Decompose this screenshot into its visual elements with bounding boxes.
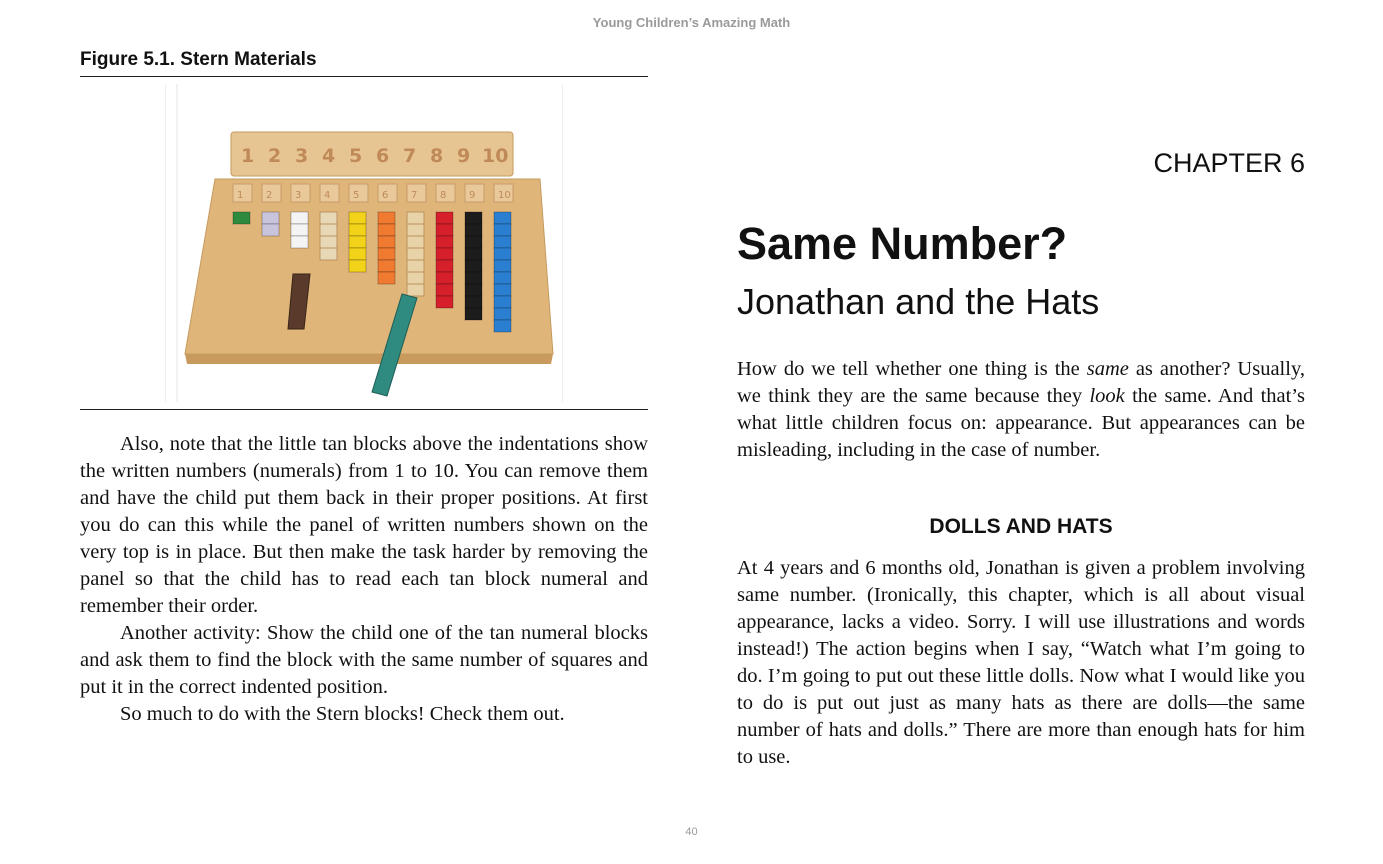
chapter-label: CHAPTER 6 bbox=[1153, 148, 1305, 178]
stern-block-unit bbox=[262, 212, 279, 224]
panel-numeral: 3 bbox=[295, 145, 309, 167]
stern-block-unit bbox=[291, 236, 308, 248]
numeral-tile-label: 2 bbox=[266, 190, 273, 201]
numeral-tile-label: 3 bbox=[295, 190, 302, 201]
stern-block-unit bbox=[465, 260, 482, 272]
figure-stern-materials bbox=[165, 84, 563, 402]
panel-numeral: 10 bbox=[482, 145, 509, 167]
stern-block-unit bbox=[465, 308, 482, 320]
panel-numeral: 1 bbox=[241, 145, 255, 167]
numeral-tile-label: 7 bbox=[411, 190, 418, 201]
stern-block-unit bbox=[436, 224, 453, 236]
panel-numeral: 5 bbox=[349, 145, 363, 167]
stern-block-unit bbox=[494, 320, 511, 332]
stern-block-unit bbox=[262, 224, 279, 236]
numeral-tile-label: 1 bbox=[237, 190, 244, 201]
panel-numeral: 8 bbox=[430, 145, 444, 167]
numeral-tile-label: 10 bbox=[498, 190, 511, 201]
stern-block-unit bbox=[378, 212, 395, 224]
emphasis-same: same bbox=[1086, 358, 1129, 380]
stern-block-unit bbox=[291, 224, 308, 236]
stern-block-unit bbox=[494, 212, 511, 224]
stern-block-unit bbox=[494, 224, 511, 236]
stern-block-unit bbox=[436, 296, 453, 308]
stern-block-unit bbox=[465, 284, 482, 296]
numeral-tile-label: 9 bbox=[469, 190, 476, 201]
stern-block-unit bbox=[320, 212, 337, 224]
stern-block-unit bbox=[494, 272, 511, 284]
page-number: 40 bbox=[685, 826, 698, 838]
paragraph: Another activity: Show the child one of the tan numeral blocks and ask them to find the block with the same number of squares and put it in the correct indented position. bbox=[80, 622, 648, 698]
stern-block-unit bbox=[465, 224, 482, 236]
stern-block-unit bbox=[465, 248, 482, 260]
section-body bbox=[737, 555, 1305, 771]
stern-block-unit bbox=[320, 236, 337, 248]
stern-block-unit bbox=[407, 224, 424, 236]
chapter-title: Same Number? bbox=[737, 218, 1068, 269]
stern-block-unit bbox=[494, 308, 511, 320]
stern-block-unit bbox=[436, 236, 453, 248]
stern-block-unit bbox=[465, 236, 482, 248]
numeral-tile-label: 8 bbox=[440, 190, 447, 201]
panel-numeral: 4 bbox=[322, 145, 336, 167]
intro-text: How do we tell whether one thing is the bbox=[737, 358, 1087, 380]
stern-block-unit bbox=[378, 224, 395, 236]
stern-block-unit bbox=[407, 212, 424, 224]
numeral-tile-label: 6 bbox=[382, 190, 389, 201]
stern-block-unit bbox=[378, 272, 395, 284]
intro-text: as another? Usually, we think they are the same because they bbox=[737, 358, 1305, 407]
stern-block-unit bbox=[349, 236, 366, 248]
stern-block-unit bbox=[465, 272, 482, 284]
panel-numeral: 2 bbox=[268, 145, 282, 167]
stern-block-unit bbox=[378, 236, 395, 248]
panel-numeral: 6 bbox=[376, 145, 390, 167]
figure-top-rule bbox=[80, 76, 648, 77]
stern-block-unit bbox=[494, 296, 511, 308]
stern-block-unit bbox=[494, 248, 511, 260]
left-page-body bbox=[80, 431, 648, 728]
stern-block-unit bbox=[407, 272, 424, 284]
stern-block-unit bbox=[349, 260, 366, 272]
stern-block-unit bbox=[436, 248, 453, 260]
stern-block-unit bbox=[407, 284, 424, 296]
stern-block-unit bbox=[494, 260, 511, 272]
stern-block-unit bbox=[465, 296, 482, 308]
stern-block-unit bbox=[378, 248, 395, 260]
emphasis-look: look bbox=[1089, 385, 1125, 407]
chapter-subtitle: Jonathan and the Hats bbox=[737, 281, 1100, 322]
figure-caption: Figure 5.1. Stern Materials bbox=[80, 49, 317, 70]
stern-block-unit bbox=[436, 272, 453, 284]
paragraph: So much to do with the Stern blocks! Check them out. bbox=[120, 703, 565, 725]
paragraph: Also, note that the little tan blocks above the indentations show the written numbers (numerals) from 1 to 10. You can remove them and have the child put them back in their proper positions. At first you do can this while the panel of written numbers shown on the very top is in place. But then make the task harder by removing the panel so that the child has to read each tan block numeral and remember their order. bbox=[80, 433, 648, 617]
stern-block-unit bbox=[465, 212, 482, 224]
stern-block-unit bbox=[436, 212, 453, 224]
stern-block-unit bbox=[436, 260, 453, 272]
panel-numeral: 9 bbox=[457, 145, 471, 167]
stern-block-unit bbox=[349, 212, 366, 224]
stern-block-unit bbox=[436, 284, 453, 296]
stern-block-unit bbox=[349, 224, 366, 236]
stern-block-unit bbox=[407, 236, 424, 248]
numeral-tile-label: 4 bbox=[324, 190, 331, 201]
stern-block-unit bbox=[494, 236, 511, 248]
figure-bottom-rule bbox=[80, 409, 648, 410]
stern-block-unit bbox=[407, 248, 424, 260]
stern-block-unit bbox=[320, 224, 337, 236]
numeral-tile-label: 5 bbox=[353, 190, 360, 201]
stern-block-unit bbox=[291, 212, 308, 224]
running-title: Young Children’s Amazing Math bbox=[592, 15, 791, 30]
stern-block-unit bbox=[349, 248, 366, 260]
stern-block-unit bbox=[233, 212, 250, 224]
section-heading: DOLLS AND HATS bbox=[929, 515, 1113, 538]
stern-block-unit bbox=[407, 260, 424, 272]
stern-block-unit bbox=[320, 248, 337, 260]
panel-numeral: 7 bbox=[403, 145, 417, 167]
paragraph: At 4 years and 6 months old, Jonathan is given a problem involving same number. (Ironically, this chapter, which is all about visual appearance, lacks a video. Sorry. I will use illustrations and words instead!) The action begins when I say, “Watch what I’m going to do. I’m going to put out these little dolls. Now what I would like you to do is put out just as many hats as there are dolls—the same number of hats and dolls.” There are more than enough hats for him to use. bbox=[737, 557, 1305, 768]
intro-text: the same. And that’s what little children focus on: appearance. But appearances can be misleading, including in the case of number. bbox=[737, 385, 1305, 461]
intro-paragraph bbox=[737, 356, 1305, 464]
stern-block-unit bbox=[378, 260, 395, 272]
stern-block-unit bbox=[494, 284, 511, 296]
stern-board-illustration bbox=[165, 84, 563, 402]
